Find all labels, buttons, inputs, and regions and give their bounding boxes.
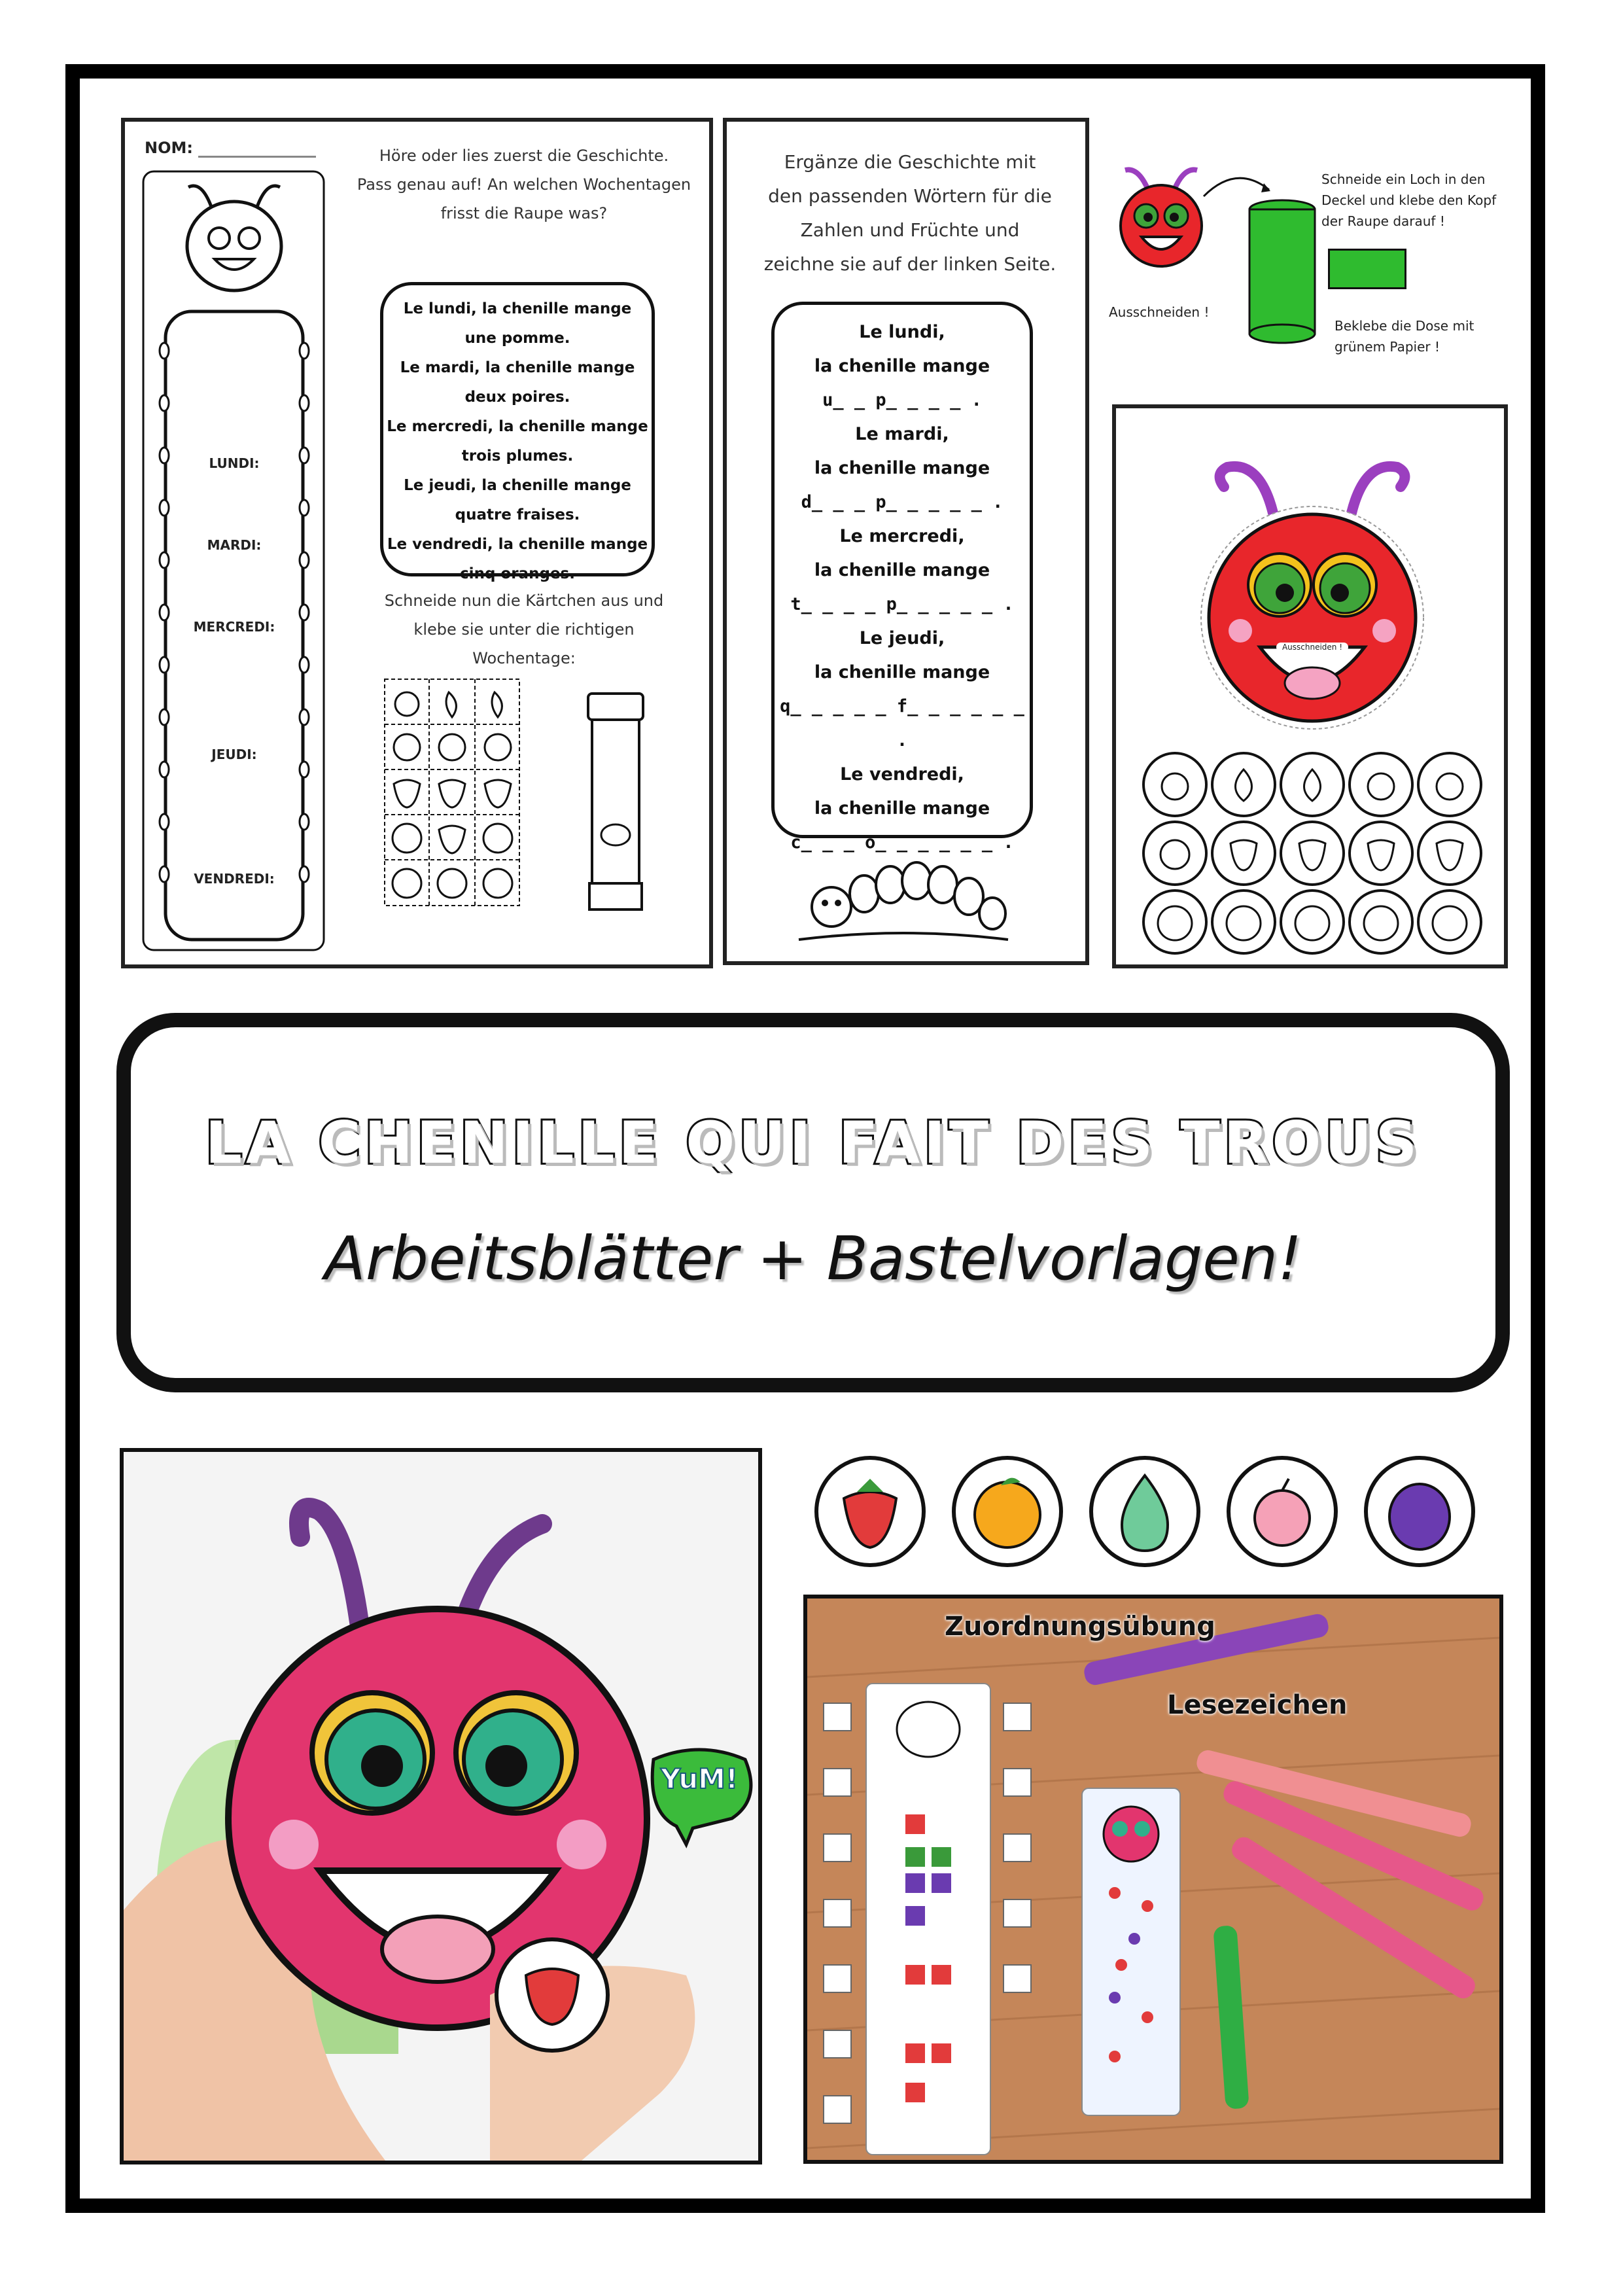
caterpillar-can-icon <box>124 1452 758 2161</box>
note-line: Schneide ein Loch in den <box>1321 171 1486 187</box>
fill-line: Le vendredi, <box>840 764 964 785</box>
story-line: trois plumes. <box>461 448 574 465</box>
fill-line: Le jeudi, <box>859 628 945 648</box>
fill-line: la chenille mange <box>814 662 990 682</box>
caterpillar-can-photo <box>120 1448 762 2164</box>
fill-blank: t_ _ _ _ p_ _ _ _ _ . <box>790 594 1014 614</box>
head-template-sheet <box>1112 404 1508 968</box>
instruction-line: Schneide nun die Kärtchen aus und <box>384 592 664 610</box>
label-bookmark: Lesezeichen <box>1167 1690 1348 1720</box>
cut-instruction <box>347 586 701 673</box>
story-line: Le vendredi, la chenille mange <box>387 536 648 553</box>
note-line: Deckel und klebe den Kopf <box>1321 192 1497 208</box>
note-line: Beklebe die Dose mit <box>1335 318 1475 334</box>
caterpillar-outline-icon <box>139 168 329 956</box>
fill-blank: d_ _ _ p_ _ _ _ _ . <box>801 492 1003 512</box>
fill-line: Le mercredi, <box>839 526 965 546</box>
green-paper-icon <box>1328 249 1406 289</box>
banner-subtitle: Arbeitsblätter + Bastelvorlagen! <box>324 1224 1302 1294</box>
instruction-line: Höre oder lies zuerst die Geschichte. <box>379 147 669 165</box>
name-line <box>198 156 316 158</box>
day-label-thursday: JEUDI: <box>211 747 257 762</box>
story-line: Le mercredi, la chenille mange <box>387 418 648 435</box>
note-line: der Raupe darauf ! <box>1321 213 1445 229</box>
craft-instructions <box>1099 118 1531 380</box>
green-can-icon <box>1243 196 1321 347</box>
instruction-line: zeichne sie auf der linken Seite. <box>763 253 1056 275</box>
caterpillar-bookmark <box>139 168 329 956</box>
yum-badge: YuM! <box>660 1763 739 1795</box>
caterpillar-head-icon <box>1181 441 1443 735</box>
banner-title: LA CHENILLE QUI FAIT DES TROUS <box>205 1109 1422 1176</box>
story-line: Le lundi, la chenille mange <box>403 300 632 317</box>
wood-table-icon <box>807 1598 1499 2160</box>
instruction-line: Zahlen und Früchte und <box>800 219 1020 241</box>
arrow-icon <box>1197 164 1282 203</box>
cut-out-note: Ausschneiden ! <box>1109 304 1210 320</box>
story-line: une pomme. <box>464 330 570 347</box>
can-note <box>1335 315 1531 357</box>
instruction-line: Ergänze die Geschichte mit <box>784 151 1036 173</box>
fruit-card-grid <box>383 678 521 907</box>
story-line: cinq oranges. <box>460 565 575 582</box>
fill-line: la chenille mange <box>814 458 990 478</box>
hole-note <box>1321 169 1531 232</box>
instruction-line: klebe sie unter die richtigen <box>413 620 635 639</box>
story-box <box>380 282 655 582</box>
story-line: Le mardi, la chenille mange <box>400 359 635 376</box>
story-line: deux poires. <box>464 389 570 406</box>
fill-blank: u_ _ p_ _ _ _ . <box>822 390 982 410</box>
worksheet-fill-in <box>723 118 1089 965</box>
label-matching: Zuordnungsübung <box>945 1612 1215 1642</box>
day-label-wednesday: MERCREDI: <box>193 619 275 635</box>
fill-line: la chenille mange <box>814 560 990 580</box>
fill-blank: c_ _ _ o_ _ _ _ _ _ . <box>790 832 1014 853</box>
instruction-line: Pass genau auf! An welchen Wochentagen <box>357 175 691 194</box>
bookmarks-photo <box>803 1595 1503 2164</box>
name-label: NOM: <box>145 139 193 157</box>
worksheet-days <box>121 118 713 968</box>
story-line: Le jeudi, la chenille mange <box>404 477 631 494</box>
instruction-line: den passenden Wörtern für die <box>768 185 1052 207</box>
story-line: quatre fraises. <box>455 506 580 523</box>
fruit-tokens-row <box>811 1446 1505 1577</box>
note-line: grünem Papier ! <box>1335 339 1440 355</box>
day-label-monday: LUNDI: <box>209 455 260 471</box>
instruction-line: frisst die Raupe was? <box>440 204 608 222</box>
worksheet1-instruction <box>347 141 701 228</box>
fill-line: Le mardi, <box>855 424 949 444</box>
instruction-line: Wochentage: <box>472 649 576 667</box>
fill-blank: q_ _ _ _ _ f_ _ _ _ _ _ . <box>780 696 1024 751</box>
fill-in-box <box>771 302 1033 853</box>
day-label-tuesday: MARDI: <box>207 537 262 553</box>
plum-icon <box>1389 1484 1450 1549</box>
fill-line: la chenille mange <box>814 798 990 819</box>
caterpillar-head-small-icon <box>1112 157 1210 275</box>
title-banner <box>116 1013 1510 1392</box>
worksheet2-instruction <box>740 145 1080 281</box>
day-label-friday: VENDREDI: <box>194 871 275 887</box>
glue-stick-icon <box>583 691 648 913</box>
head-cut-label: Ausschneiden ! <box>1276 643 1348 652</box>
caterpillar-drawing-icon <box>786 848 1021 946</box>
fill-line: Le lundi, <box>859 322 945 342</box>
fruit-token-grid <box>1136 749 1489 958</box>
fill-line: la chenille mange <box>814 356 990 376</box>
